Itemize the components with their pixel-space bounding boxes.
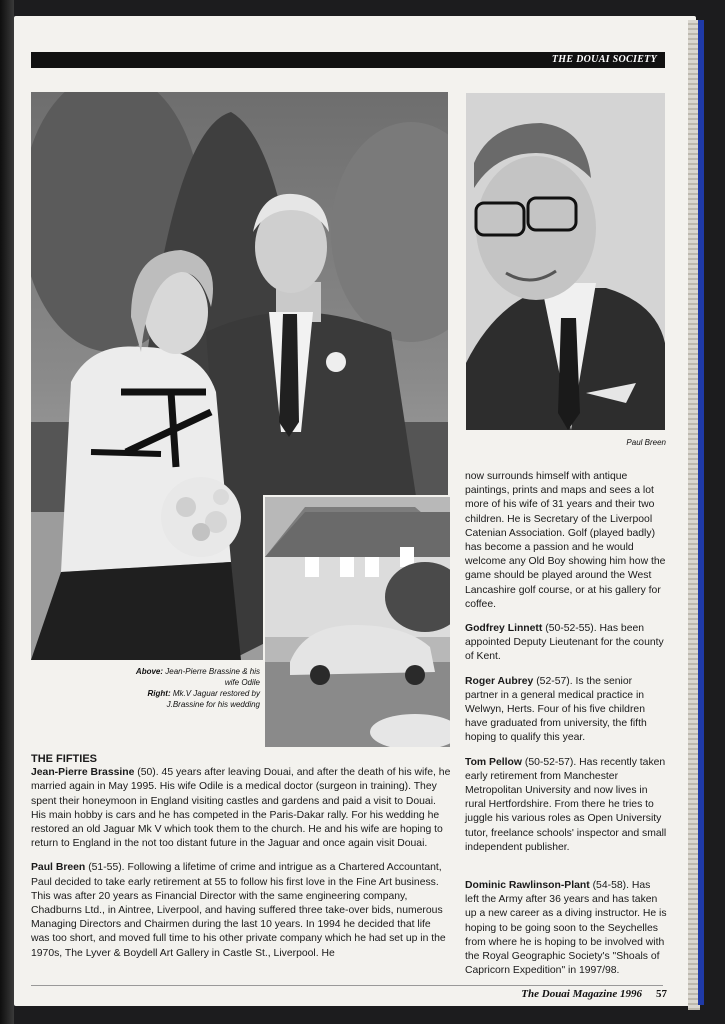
entry-text: Has been appointed Deputy Lieutenant for the county of Kent. [465,623,664,663]
page-number: 57 [656,988,667,1000]
section-title: THE DOUAI SOCIETY [551,54,657,65]
entry-name: Dominic Rawlinson-Plant [465,880,590,892]
entry-breen [31,861,451,960]
right-text-column [465,470,667,989]
entry-text: Is the senior partner in a general medical practice in Welwyn, Herts. Four of his five children have graduated from university, the fifth hoping to qualify this year. [465,675,647,744]
entry-text: Has recently taken early retirement from Manchester Metropolitan University and now lives in rural Hertfordshire. From there he tries to juggle his various roles as Open University tutor, freelance schools' inspector and small independent publisher. [465,756,667,853]
entry-text: Following a lifetime of crime and intrigue as a Chartered Accountant, Paul decided to take early retirement at 55 to follow his first love in the Fine Art business. This was after 20 years as Financial Director with the same engineering company, Chadburns Ltd., in Aintree, Liverpool, and having suffered three take-over bids, numerous Managing Directors and Chairmen during the last 10 years. In 1994 he decided that life was too short, and moved full time to his other private company which he had set up in the 1970s, The Lyver & Boydell Art Gallery in Castle St., Liverpool. He [31,862,446,959]
entry-brassine [31,766,451,851]
entry-text: 45 years after leaving Douai, and after the death of his wife, he married again in May 1995. His wife Odile is a medical doctor (surgeon in training). They spent their honeymoon in England visiting castles and gardens and paid a visit to Douai. His main hobby is cars and he has competed in the Paris-Dakar rally. For his wedding he restored an old Jaguar Mk V which took them to the church. He and his wife are hoping to return to England in the not too distant future in the Jaguar and once again visit Douai. [31,767,451,850]
entry-name: Jean-Pierre Brassine [31,767,135,779]
jaguar-car-photo [263,495,452,749]
caption-label: Above: [135,667,164,676]
entry-years: (50-52-55). [545,623,597,635]
entry-text: Has left the Army after 36 years and has taken up a new career as a diving instructor. He is hoping to be going soon to the Seychelles from where he is hoping to be involved with the Royal Geographic Society's "Shoals of Capricorn Expedition" in 1997/98. [465,880,667,977]
entry-years: (51-55). [88,862,125,874]
entry-years: (50-52-57). [524,756,577,768]
couple-caption [120,666,260,710]
entry-rawlinson-plant [465,879,667,978]
caption-label: Right: [147,689,171,698]
entry-years: (54-58). [592,880,629,892]
caption-text: Mk.V Jaguar restored by J.Brassine for his wedding [166,689,260,709]
entry-name: Roger Aubrey [465,675,534,687]
caption-text: Jean-Pierre Brassine & his wife Odile [165,667,260,687]
entry-years: (52-57). [536,675,573,687]
entry-years: (50). [137,767,159,779]
section-header-bar [31,52,665,68]
footer-rule [31,985,663,986]
section-heading: THE FIFTIES [31,753,97,765]
breen-continuation: now surrounds himself with antique paintings, prints and maps and sees a lot more of his wife of 31 years and their two children. He is Secretary of the Liverpool Catenian Association. Golf (played badly) has become a passion and he would welcome any Old Boy showing him how the game should be played around the West Lancashire golf course, or at his gallery for coffee. [465,471,666,610]
entry-pellow [465,756,667,855]
portrait-caption: Paul Breen [626,438,666,447]
left-text-column [31,752,451,971]
entry-aubrey [465,675,667,746]
cover-edge [698,20,704,1005]
entry-name: Godfrey Linnett [465,623,543,635]
binding-gutter [0,0,14,1024]
entry-linnett [465,622,667,665]
page-footer [521,988,667,1000]
entry-name: Paul Breen [31,862,86,874]
publication-title: The Douai Magazine 1996 [521,988,642,1000]
paul-breen-portrait [466,93,665,430]
entry-name: Tom Pellow [465,756,522,768]
